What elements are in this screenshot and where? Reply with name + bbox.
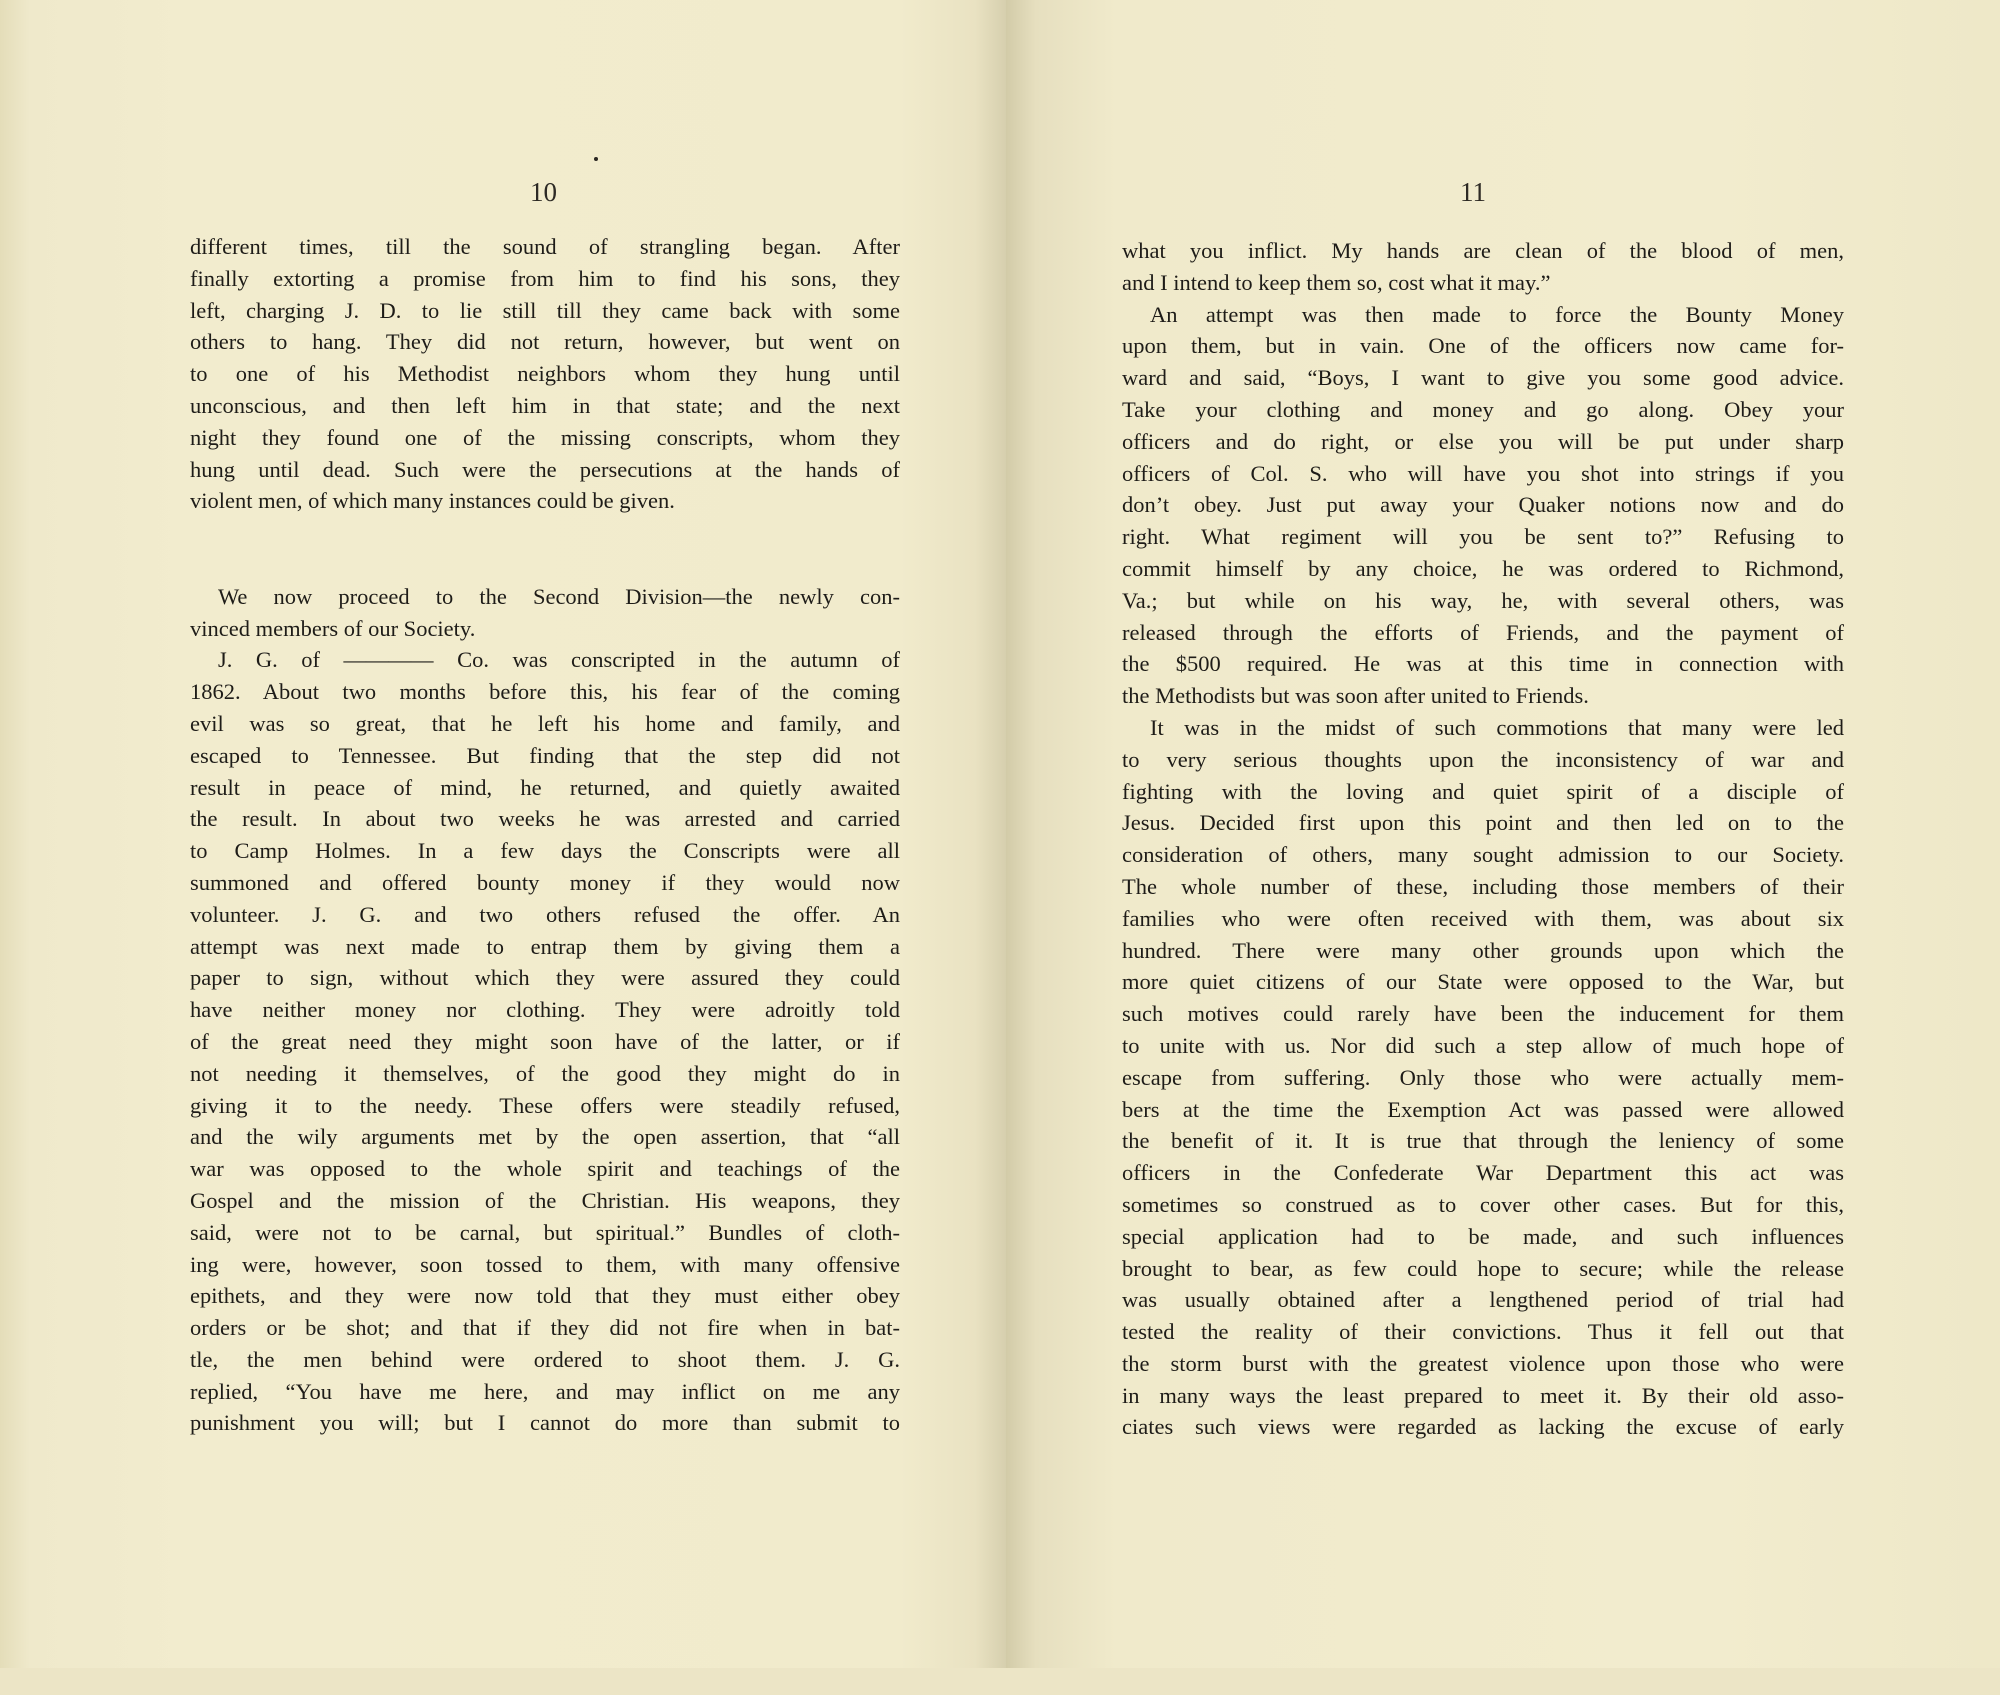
text-line: volunteer. J. G. and two others refused the offer. An — [190, 901, 900, 927]
text-line: have neither money nor clothing. They were adroitly told — [190, 997, 900, 1023]
text-line: the benefit of it. It is true that through the leniency of some — [1122, 1128, 1844, 1154]
text-line: 1862. About two months before this, his fear of the coming — [190, 679, 900, 705]
text-line: commit himself by any choice, he was ordered to Richmond, — [1122, 555, 1844, 581]
text-line: ing were, however, soon tossed to them, with many offensive — [190, 1251, 900, 1277]
text-line: and I intend to keep them so, cost what it may.” — [1122, 269, 1551, 295]
text-line: officers of Col. S. who will have you shot into strings if you — [1122, 460, 1844, 486]
text-line: paper to sign, without which they were assured they could — [190, 965, 900, 991]
text-line: brought to bear, as few could hope to secure; while the release — [1122, 1255, 1844, 1281]
text-line: escape from suffering. Only those who were actually mem- — [1122, 1064, 1844, 1090]
text-line: right. What regiment will you be sent to?” Refusing to — [1122, 524, 1844, 550]
text-line: officers and do right, or else you will be put under sharp — [1122, 428, 1844, 454]
left-page-text — [190, 231, 900, 1439]
text-line: in many ways the least prepared to meet it. By their old asso- — [1122, 1382, 1844, 1408]
text-line: and the wily arguments met by the open assertion, that “all — [190, 1124, 900, 1150]
text-line: such motives could rarely have been the inducement for them — [1122, 1001, 1844, 1027]
page-bottom-edge — [0, 1668, 2000, 1695]
text-line: hung until dead. Such were the persecutions at the hands of — [190, 456, 900, 482]
right-page — [1006, 0, 2000, 1674]
text-line: fighting with the loving and quiet spirit of a disciple of — [1122, 778, 1844, 804]
text-line: the Methodists but was soon after united to Friends. — [1122, 683, 1589, 709]
text-line: families who were often received with them, was about six — [1122, 905, 1844, 931]
text-line: officers in the Confederate War Department this act was — [1122, 1160, 1844, 1186]
page-number-right: 11 — [1460, 177, 1486, 207]
text-line: Gospel and the mission of the Christian. His weapons, they — [190, 1187, 900, 1213]
text-line: to unite with us. Nor did such a step allow of much hope of — [1122, 1032, 1844, 1058]
text-line: to Camp Holmes. In a few days the Conscripts were all — [190, 838, 900, 864]
text-line: punishment you will; but I cannot do more than submit to — [190, 1410, 900, 1436]
text-line: released through the efforts of Friends, and the payment of — [1122, 619, 1844, 645]
text-line: evil was so great, that he left his home and family, and — [190, 710, 900, 736]
text-line: said, were not to be carnal, but spiritual.” Bundles of cloth- — [190, 1219, 900, 1245]
left-page — [0, 0, 1006, 1671]
text-line: bers at the time the Exemption Act was passed were allowed — [1122, 1096, 1844, 1122]
text-line: ciates such views were regarded as lacking the excuse of early — [1122, 1414, 1844, 1440]
text-line: more quiet citizens of our State were opposed to the War, but — [1122, 969, 1844, 995]
text-line: Take your clothing and money and go along. Obey your — [1122, 396, 1844, 422]
text-line: epithets, and they were now told that they must either obey — [190, 1283, 900, 1309]
text-line: orders or be shot; and that if they did not fire when in bat- — [190, 1315, 900, 1341]
text-line: An attempt was then made to force the Bounty Money — [1150, 301, 1844, 327]
text-line: summoned and offered bounty money if they would now — [190, 869, 900, 895]
text-line: the storm burst with the greatest violence upon those who were — [1122, 1350, 1844, 1376]
text-line: to very serious thoughts upon the inconsistency of war and — [1122, 746, 1844, 772]
text-line: left, charging J. D. to lie still till they came back with some — [190, 297, 900, 323]
text-line: finally extorting a promise from him to find his sons, they — [190, 265, 900, 291]
text-line: Jesus. Decided first upon this point and then led on to the — [1122, 810, 1844, 836]
text-line: hundred. There were many other grounds upon which the — [1122, 937, 1844, 963]
text-line: giving it to the needy. These offers were steadily refused, — [190, 1092, 900, 1118]
text-line: ward and said, “Boys, I want to give you some good advice. — [1122, 365, 1844, 391]
text-line: It was in the midst of such commotions that many were led — [1150, 714, 1844, 740]
text-line: different times, till the sound of strangling began. After — [190, 234, 900, 259]
text-line: consideration of others, many sought admission to our Society. — [1122, 842, 1844, 868]
text-line: what you inflict. My hands are clean of the blood of men, — [1122, 238, 1844, 263]
text-line: not needing it themselves, of the good they might do in — [190, 1060, 900, 1086]
text-line: replied, “You have me here, and may inflict on me any — [190, 1378, 900, 1404]
text-line: of the great need they might soon have of the latter, or if — [190, 1028, 900, 1054]
text-line: special application had to be made, and such influences — [1122, 1223, 1844, 1249]
page-number-left: 10 — [530, 177, 557, 207]
text-line: was usually obtained after a lengthened period of trial had — [1122, 1287, 1844, 1313]
text-line: We now proceed to the Second Division—the newly con- — [218, 583, 900, 609]
text-line: attempt was next made to entrap them by giving them a — [190, 933, 900, 959]
text-line: escaped to Tennessee. But finding that the step did not — [190, 742, 900, 768]
text-line: the $500 required. He was at this time in connection with — [1122, 651, 1844, 677]
text-line: upon them, but in vain. One of the officers now came for- — [1122, 333, 1844, 359]
text-line: violent men, of which many instances could be given. — [190, 488, 675, 514]
text-line: J. G. of ———— Co. was conscripted in the autumn of — [218, 647, 900, 673]
text-line: unconscious, and then left him in that state; and the next — [190, 392, 900, 418]
text-line: to one of his Methodist neighbors whom they hung until — [190, 361, 900, 387]
text-line: sometimes so construed as to cover other cases. But for this, — [1122, 1191, 1844, 1217]
text-line: tested the reality of their convictions. Thus it fell out that — [1122, 1319, 1844, 1345]
text-line: don’t obey. Just put away your Quaker notions now and do — [1122, 492, 1844, 518]
text-line: tle, the men behind were ordered to shoot them. J. G. — [190, 1346, 900, 1372]
right-page-text — [1122, 235, 1844, 1443]
section-gap — [190, 517, 900, 581]
text-line: night they found one of the missing conscripts, whom they — [190, 424, 900, 450]
text-line: The whole number of these, including those members of their — [1122, 873, 1844, 899]
text-line: others to hang. They did not return, however, but went on — [190, 329, 900, 355]
text-line: result in peace of mind, he returned, and quietly awaited — [190, 774, 900, 800]
text-line: the result. In about two weeks he was arrested and carried — [190, 806, 900, 832]
text-line: vinced members of our Society. — [190, 615, 476, 641]
text-line: war was opposed to the whole spirit and teachings of the — [190, 1156, 900, 1182]
text-line: Va.; but while on his way, he, with several others, was — [1122, 587, 1844, 613]
ink-speck — [594, 157, 598, 161]
